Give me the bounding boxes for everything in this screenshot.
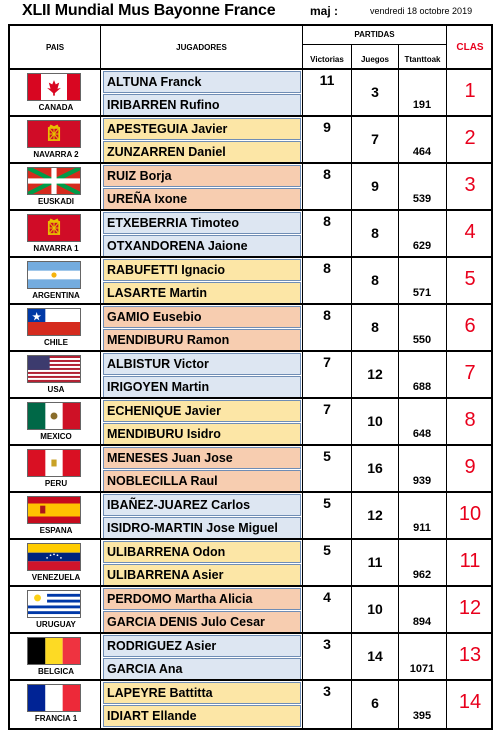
partidas-divider (302, 44, 446, 45)
rank-value: 10 (458, 503, 482, 525)
tantoak-value: 550 (412, 334, 432, 346)
player-2: OTXANDORENA Jaione (103, 235, 301, 257)
victorias-value: 11 (319, 72, 335, 88)
euskadi-flag-icon (27, 167, 81, 195)
table-row (10, 587, 491, 634)
player-2: IDIART Ellande (103, 705, 301, 727)
victorias-value: 9 (323, 119, 331, 135)
belgica-flag-icon (27, 637, 81, 665)
chile-flag-icon (27, 308, 81, 336)
player-1: LAPEYRE Battitta (103, 682, 301, 704)
juegos-value: 10 (367, 601, 383, 617)
table-row (10, 540, 491, 587)
rank-value: 7 (464, 362, 476, 384)
country-name: PERU (44, 479, 68, 488)
table-row (10, 211, 491, 258)
table-row (10, 681, 491, 728)
table-row (10, 117, 491, 164)
player-1: GAMIO Eusebio (103, 306, 301, 328)
victorias-value: 8 (323, 260, 331, 276)
uruguay-flag-icon (27, 590, 81, 618)
tantoak-value: 539 (412, 193, 432, 205)
espana-flag-icon (27, 496, 81, 524)
player-2: ZUNZARREN Daniel (103, 141, 301, 163)
player-1: ALBISTUR Victor (103, 353, 301, 375)
table-row (10, 305, 491, 352)
header-victorias: Victorias (310, 55, 344, 64)
victorias-value: 3 (323, 636, 331, 652)
victorias-value: 5 (323, 448, 331, 464)
rank-value: 9 (464, 456, 476, 478)
player-1: ULIBARRENA Odon (103, 541, 301, 563)
rank-value: 6 (464, 315, 476, 337)
country-name: CANADA (38, 103, 74, 112)
player-2: MENDIBURU Ramon (103, 329, 301, 351)
country-name: FRANCIA 1 (34, 714, 78, 723)
juegos-value: 9 (371, 178, 379, 194)
usa-flag-icon (27, 355, 81, 383)
country-name: USA (47, 385, 65, 394)
argentina-flag-icon (27, 261, 81, 289)
player-1: ETXEBERRIA Timoteo (103, 212, 301, 234)
rank-value: 3 (464, 174, 476, 196)
table-row (10, 493, 491, 540)
canada-flag-icon (27, 73, 81, 101)
player-1: RUIZ Borja (103, 165, 301, 187)
juegos-value: 14 (367, 648, 383, 664)
tantoak-value: 911 (413, 522, 431, 534)
tantoak-value: 395 (412, 710, 432, 722)
page-title: XLII Mundial Mus Bayonne France (22, 2, 276, 19)
player-1: ECHENIQUE Javier (103, 400, 301, 422)
player-2: IRIBARREN Rufino (103, 94, 301, 116)
rank-value: 14 (458, 691, 482, 713)
country-name: URUGUAY (36, 620, 76, 629)
header-jugadores: JUGADORES (176, 43, 227, 52)
navarra-flag-icon (27, 214, 81, 242)
juegos-value: 7 (371, 131, 379, 147)
tantoak-value: 191 (412, 99, 432, 111)
victorias-value: 8 (323, 213, 331, 229)
juegos-value: 16 (367, 460, 383, 476)
juegos-value: 12 (367, 366, 383, 382)
tantoak-value: 688 (412, 381, 432, 393)
country-name: ARGENTINA (32, 291, 80, 300)
country-name: VENEZUELA (31, 573, 81, 582)
table-row (10, 70, 491, 117)
rank-value: 8 (464, 409, 476, 431)
player-1: PERDOMO Martha Alicia (103, 588, 301, 610)
juegos-value: 8 (371, 272, 379, 288)
header-pais: PAIS (45, 43, 65, 52)
player-2: GARCIA DENIS Julo Cesar (103, 611, 301, 633)
header-tantoak: Ttanttoak (404, 55, 441, 64)
country-name: MEXICO (40, 432, 72, 441)
table-row (10, 164, 491, 211)
rank-value: 11 (459, 550, 481, 572)
country-name: NAVARRA 1 (33, 244, 79, 253)
tantoak-value: 571 (412, 287, 432, 299)
rank-value: 4 (464, 221, 476, 243)
update-date: vendredi 18 octobre 2019 (370, 6, 473, 16)
victorias-value: 3 (323, 683, 331, 699)
juegos-value: 3 (371, 84, 379, 100)
table-row (10, 446, 491, 493)
table-row (10, 399, 491, 446)
country-name: BELGICA (38, 667, 74, 676)
peru-flag-icon (27, 449, 81, 477)
rank-value: 5 (464, 268, 476, 290)
tantoak-value: 939 (412, 475, 432, 487)
header-partidas: PARTIDAS (354, 30, 395, 39)
tantoak-value: 464 (412, 146, 432, 158)
francia-flag-icon (27, 684, 81, 712)
rank-value: 12 (458, 597, 482, 619)
country-name: CHILE (44, 338, 68, 347)
header-juegos: Juegos (360, 55, 389, 64)
player-1: APESTEGUIA Javier (103, 118, 301, 140)
table-row (10, 352, 491, 399)
player-1: ALTUNA Franck (103, 71, 301, 93)
rank-value: 13 (458, 644, 482, 666)
tantoak-value: 629 (412, 240, 432, 252)
juegos-value: 8 (371, 225, 379, 241)
victorias-value: 5 (323, 542, 331, 558)
juegos-value: 11 (367, 554, 383, 570)
victorias-value: 7 (323, 354, 331, 370)
country-name: ESPANA (39, 526, 73, 535)
player-1: IBAÑEZ-JUAREZ Carlos (103, 494, 301, 516)
player-2: UREÑA Ixone (103, 188, 301, 210)
table-row (10, 634, 491, 681)
juegos-value: 12 (367, 507, 383, 523)
juegos-value: 10 (367, 413, 383, 429)
tantoak-value: 1071 (409, 663, 435, 675)
venezuela-flag-icon (27, 543, 81, 571)
player-2: LASARTE Martin (103, 282, 301, 304)
victorias-value: 5 (323, 495, 331, 511)
header-clas: CLAS (456, 42, 484, 53)
tantoak-value: 894 (412, 616, 432, 628)
maj-label: maj : (310, 4, 339, 18)
player-2: NOBLECILLA Raul (103, 470, 301, 492)
victorias-value: 8 (323, 307, 331, 323)
player-2: ULIBARRENA Asier (103, 564, 301, 586)
player-2: ISIDRO-MARTIN Jose Miguel (103, 517, 301, 539)
country-name: EUSKADI (37, 197, 74, 206)
rank-value: 1 (464, 80, 476, 102)
standings-table (8, 24, 493, 730)
navarra-flag-icon (27, 120, 81, 148)
juegos-value: 8 (371, 319, 379, 335)
tantoak-value: 962 (412, 569, 432, 581)
mexico-flag-icon (27, 402, 81, 430)
player-2: MENDIBURU Isidro (103, 423, 301, 445)
victorias-value: 4 (323, 589, 331, 605)
juegos-value: 6 (371, 695, 379, 711)
rank-value: 2 (464, 127, 476, 149)
player-1: RABUFETTI Ignacio (103, 259, 301, 281)
tantoak-value: 648 (412, 428, 432, 440)
player-2: IRIGOYEN Martin (103, 376, 301, 398)
victorias-value: 7 (323, 401, 331, 417)
player-2: GARCIA Ana (103, 658, 301, 680)
page-header (0, 0, 500, 24)
victorias-value: 8 (323, 166, 331, 182)
player-1: RODRIGUEZ Asier (103, 635, 301, 657)
player-1: MENESES Juan Jose (103, 447, 301, 469)
table-row (10, 258, 491, 305)
country-name: NAVARRA 2 (33, 150, 79, 159)
